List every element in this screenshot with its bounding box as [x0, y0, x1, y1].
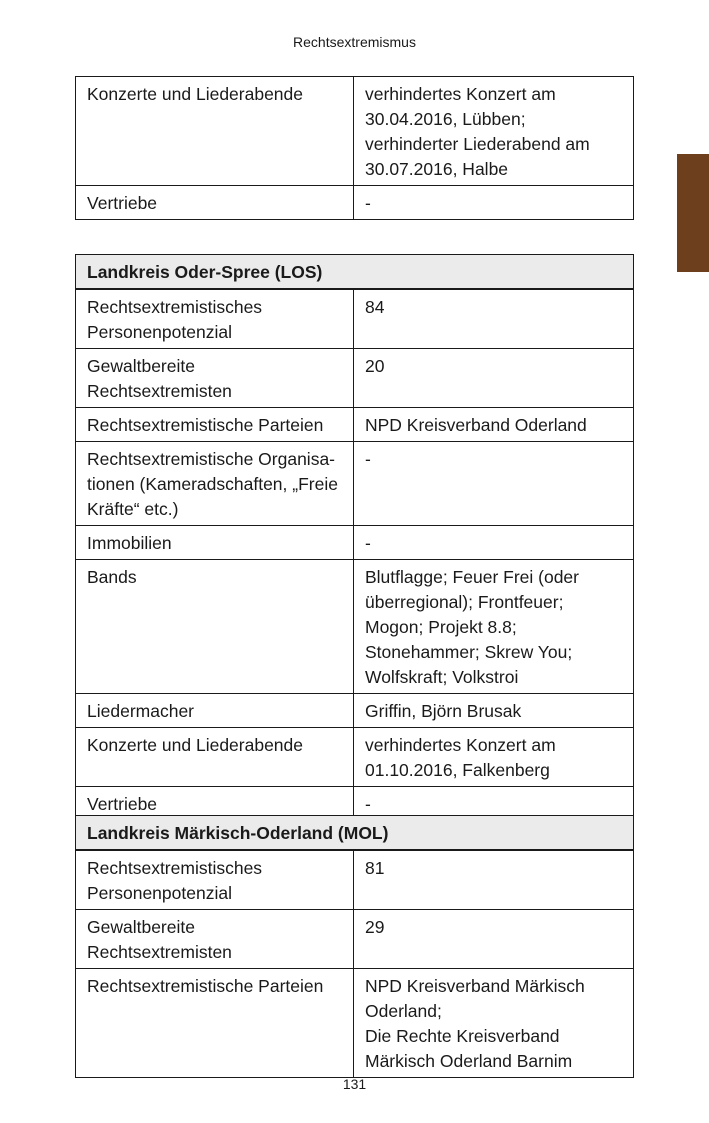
row-value: NPD Kreisverband Märkisch Oderland; Die Rechte Kreisverband Märkisch Oderland Barnim — [354, 969, 634, 1078]
row-value: verhindertes Konzert am 01.10.2016, Falkenberg — [354, 728, 634, 787]
row-value: 29 — [354, 910, 634, 969]
page-number: 131 — [342, 1076, 367, 1092]
row-label: Rechtsextremistische Parteien — [76, 969, 354, 1078]
row-value: 20 — [354, 349, 634, 408]
table-oder-spree — [75, 254, 634, 821]
row-label: Rechtsextremistische Parteien — [76, 408, 354, 442]
table-row — [76, 694, 634, 728]
row-value: - — [354, 787, 634, 821]
table-title-row — [76, 816, 634, 851]
table-title: Landkreis Märkisch-Oderland (MOL) — [76, 816, 634, 851]
row-value: - — [354, 186, 634, 220]
row-label: Vertriebe — [76, 186, 354, 220]
table-continued — [75, 76, 634, 220]
row-value: 81 — [354, 850, 634, 910]
row-label: Gewaltbereite Rechtsextremisten — [76, 910, 354, 969]
row-label: Rechtsextremistisches Personenpotenzial — [76, 850, 354, 910]
table-row — [76, 186, 634, 220]
row-label: Vertriebe — [76, 787, 354, 821]
row-label: Konzerte und Liederabende — [76, 77, 354, 186]
table-title: Landkreis Oder-Spree (LOS) — [76, 255, 634, 290]
row-label: Konzerte und Liederabende — [76, 728, 354, 787]
row-value: - — [354, 442, 634, 526]
table-row — [76, 77, 634, 186]
table-row — [76, 442, 634, 526]
row-label: Immobilien — [76, 526, 354, 560]
row-value: Blutflagge; Feuer Frei (oder überregional); Frontfeuer; Mogon; Projekt 8.8; Stonehammer; Skrew You; Wolfskraft; Volkstroi — [354, 560, 634, 694]
table-maerkisch-oderland — [75, 815, 634, 1078]
table-row — [76, 408, 634, 442]
table-row — [76, 969, 634, 1078]
row-value: NPD Kreisverband Oderland — [354, 408, 634, 442]
row-value: Griffin, Björn Brusak — [354, 694, 634, 728]
row-label: Rechtsextremistische Organisa- tionen (Kameradschaften, „Freie Kräfte“ etc.) — [76, 442, 354, 526]
row-value: 84 — [354, 289, 634, 349]
row-value: - — [354, 526, 634, 560]
table-row — [76, 526, 634, 560]
table-title-row — [76, 255, 634, 290]
table-row — [76, 728, 634, 787]
chapter-tab-marker — [677, 154, 709, 272]
row-label: Gewaltbereite Rechtsextremisten — [76, 349, 354, 408]
running-header: Rechtsextremismus — [293, 34, 416, 50]
row-label: Liedermacher — [76, 694, 354, 728]
row-value: verhindertes Konzert am 30.04.2016, Lübben; verhinderter Liederabend am 30.07.2016, Halbe — [354, 77, 634, 186]
row-label: Bands — [76, 560, 354, 694]
row-label: Rechtsextremistisches Personenpotenzial — [76, 289, 354, 349]
table-row — [76, 850, 634, 910]
table-row — [76, 349, 634, 408]
table-row — [76, 560, 634, 694]
table-row — [76, 289, 634, 349]
table-row — [76, 910, 634, 969]
